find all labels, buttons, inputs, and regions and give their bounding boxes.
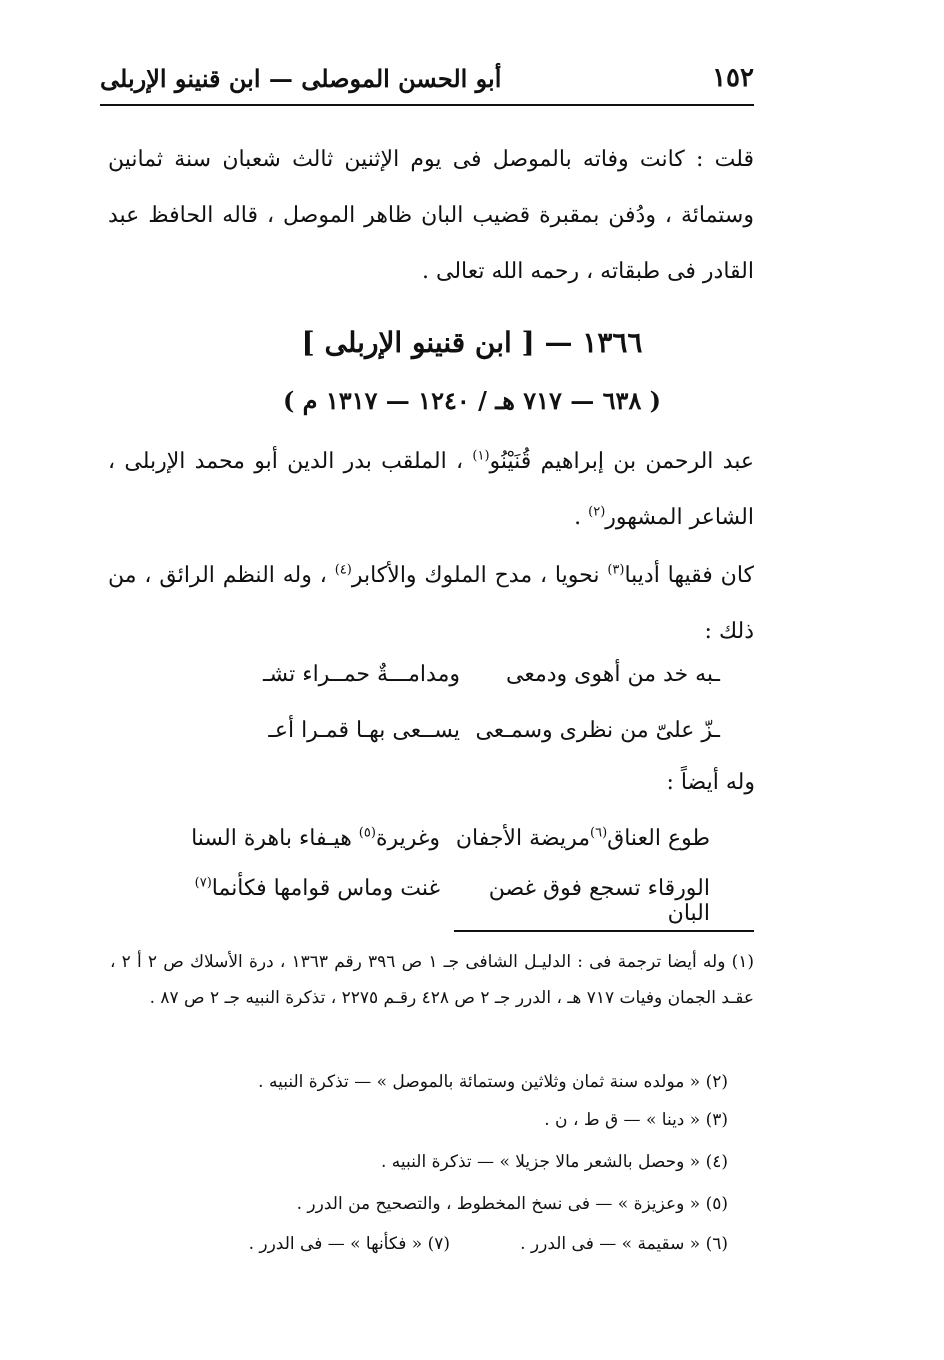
footnote-ref-2: (٢) bbox=[588, 504, 606, 520]
hemistich-text: طوع العناق bbox=[607, 826, 710, 851]
desc-text-1: كان فقيها أديبا bbox=[624, 563, 755, 588]
description-paragraph bbox=[108, 548, 754, 660]
poem2-verse-1 bbox=[170, 826, 710, 851]
footnote-ref-4: (٤) bbox=[334, 562, 352, 578]
footnote-ref-1: (١) bbox=[472, 448, 490, 464]
desc-text-2: نحويا ، مدح الملوك والأكابر bbox=[351, 563, 608, 588]
footnote-4: (٤) « وحصل بالشعر مالا جزيلا » — تذكرة النبيه . bbox=[380, 1152, 728, 1172]
hemistich-text: غنت وماس قوامها فكأنما bbox=[211, 876, 440, 901]
desc-text-3: ، وله النظم الرائق ، من ذلك : bbox=[108, 563, 754, 644]
hemistich-first bbox=[170, 826, 440, 851]
footnote-5: (٥) « وعزيزة » — فى نسخ المخطوط ، والتصحيح من الدرر . bbox=[296, 1194, 728, 1214]
footnote-ref-5: (٥) bbox=[358, 825, 376, 841]
hemistich-second bbox=[440, 826, 710, 851]
poem1-verse-2 bbox=[200, 718, 720, 743]
entry-heading: ١٣٦٦ — [ ابن قنينو الإربلى ] bbox=[301, 326, 643, 359]
footnote-3: (٣) « دينا » — ق ط ، ن . bbox=[544, 1110, 728, 1130]
page-header bbox=[100, 58, 754, 98]
header-rule bbox=[100, 104, 754, 106]
hemistich-text-cont: مريضة الأجفان bbox=[455, 826, 591, 851]
hemistich-text-cont: هيـفاء باهرة السنا bbox=[191, 826, 359, 851]
hemistich-text: وغريرة bbox=[375, 826, 440, 851]
footnote-ref-7: (٧) bbox=[194, 875, 212, 891]
bio-text-3: . bbox=[574, 505, 589, 530]
hemistich-first: ومدامـــةٌ حمــراء تشـ bbox=[263, 662, 460, 687]
intro-paragraph: قلت : كانت وفاته بالموصل فى يوم الإثنين ثالث شعبان سنة ثمانين وستمائة ، ودُفن بمقبرة قضيب البان ظاهر الموصل ، قاله الحافظ عبد القادر فى طبقاته ، رحمه الله تعالى . bbox=[108, 147, 754, 284]
footnote-ref-6: (٦) bbox=[590, 825, 608, 841]
footnote-7: (٧) « فكأنها » — فى الدرر . bbox=[248, 1234, 450, 1254]
footnote-6: (٦) « سقيمة » — فى الدرر . bbox=[520, 1234, 728, 1254]
running-title: أبو الحسن الموصلى — ابن قنينو الإربلى bbox=[100, 63, 502, 93]
bio-text-2: ، الملقب بدر الدين أبو محمد الإربلى ، الشاعر المشهور bbox=[108, 449, 754, 530]
hemistich-first: يســعى بهـا قمـرا أعـ bbox=[268, 718, 460, 743]
hemistich-first bbox=[170, 876, 440, 926]
footnote-rule bbox=[454, 930, 754, 932]
poem1-verse-1 bbox=[200, 662, 720, 687]
poem2-label: وله أيضاً : bbox=[666, 770, 755, 795]
page-number: ١٥٢ bbox=[712, 63, 754, 93]
biography-paragraph bbox=[108, 434, 754, 546]
footnote-ref-3: (٣) bbox=[607, 562, 625, 578]
bio-text-1: عبد الرحمن بن إبراهيم قُنَيْنُو bbox=[489, 449, 754, 474]
entry-dates: ( ٦٣٨ — ٧١٧ هـ / ١٢٤٠ — ١٣١٧ م ) bbox=[282, 386, 662, 415]
footnote-1: (١) وله أيضا ترجمة فى : الدليـل الشافى جـ ١ ص ٣٩٦ رقم ١٣٦٣ ، درة الأسلاك ص ٢ أ ٢ ، عقـد الجمان وفيات ٧١٧ هـ ، الدرر جـ ٢ ص ٤٢٨ رقـم ٢٢٧٥ ، تذكرة النبيه جـ ٢ ص ٨٧ . bbox=[110, 952, 755, 1008]
footnote-2: (٢) « مولده سنة ثمان وثلاثين وستمائة بالموصل » — تذكرة النبيه . bbox=[258, 1072, 728, 1092]
hemistich-second: الورقاء تسجع فوق غصن البان bbox=[488, 876, 710, 926]
hemistich-second: ـزّ علىّ من نظرى وسمـعى bbox=[475, 718, 720, 743]
poem2-verse-2 bbox=[170, 876, 710, 926]
hemistich-second: ـبه خد من أهوى ودمعى bbox=[506, 662, 720, 687]
